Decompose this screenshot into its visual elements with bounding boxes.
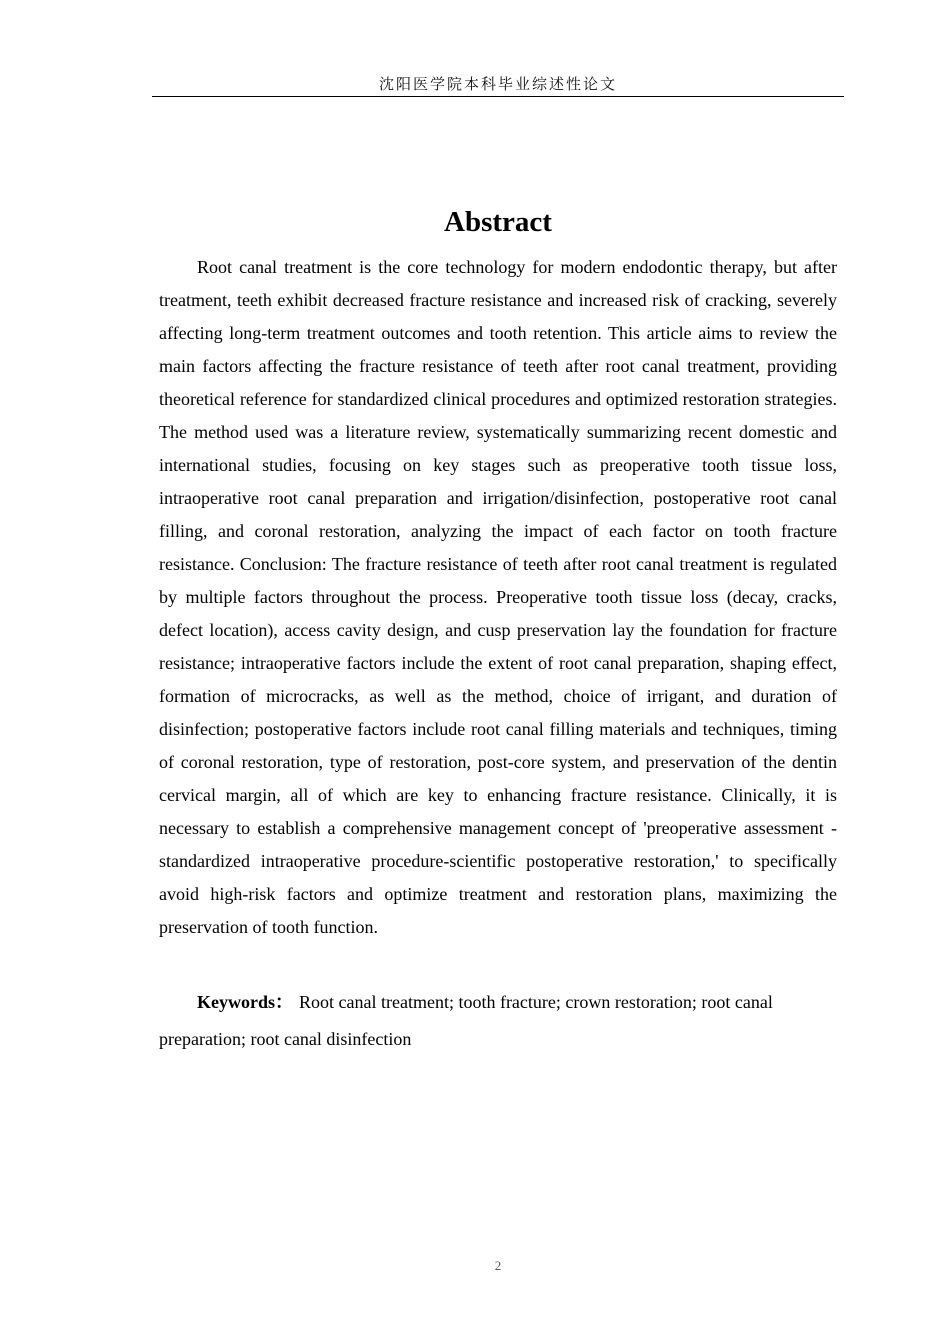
keywords-colon: ： xyxy=(275,992,293,1013)
abstract-paragraph: Root canal treatment is the core technology for modern endodontic therapy, but after treatment, teeth exhibit decreased fracture resistance and increased risk of cracking, severely affecting long-term treatment outcomes and tooth retention. This article aims to review the main factors affecting the fracture resistance of teeth after root canal treatment, providing theoretical reference for standardized clinical procedures and optimized restoration strategies. The method used was a literature review, systematically summarizing recent domestic and international studies, focusing on key stages such as preoperative tooth tissue loss, intraoperative root canal preparation and irrigation/disinfection, postoperative root canal filling, and coronal restoration, analyzing the impact of each factor on tooth fracture resistance. Conclusion: The fracture resistance of teeth after root canal treatment is regulated by multiple factors throughout the process. Preoperative tooth tissue loss (decay, cracks, defect location), access cavity design, and cusp preservation lay the foundation for fracture resistance; intraoperative factors include the extent of root canal preparation, shaping effect, formation of microcracks, as well as the method, choice of irrigant, and duration of disinfection; postoperative factors include root canal filling materials and techniques, timing of coronal restoration, type of restoration, post-core system, and preservation of the dentin cervical margin, all of which are key to enhancing fracture resistance. Clinically, it is necessary to establish a comprehensive management concept of 'preoperative assessment - standardized intraoperative procedure-scientific postoperative restoration,' to specifically avoid high-risk factors and optimize treatment and restoration plans, maximizing the preservation of tooth function. xyxy=(159,257,837,937)
running-header: 沈阳医学院本科毕业综述性论文 xyxy=(378,75,617,93)
keywords-paragraph xyxy=(159,984,837,1057)
keywords-text: Root canal treatment; tooth fracture; crown restoration; root canal preparation; root canal disinfection xyxy=(159,992,773,1049)
abstract-heading: Abstract xyxy=(444,206,552,239)
keywords-label: Keywords xyxy=(197,992,275,1012)
header-divider xyxy=(152,96,844,97)
page-number: 2 xyxy=(494,1258,502,1273)
